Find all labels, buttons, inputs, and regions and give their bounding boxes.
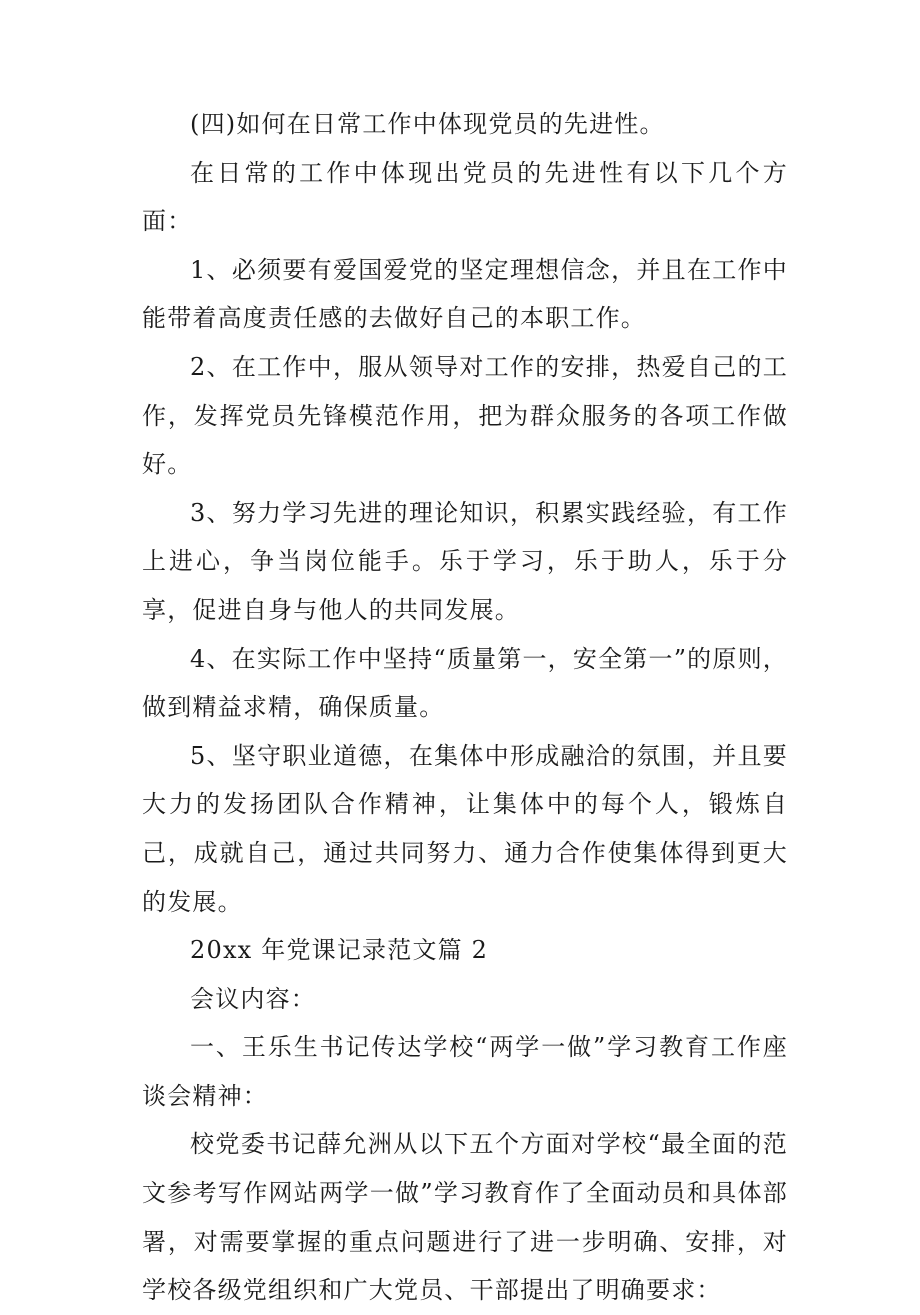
list-item-1: 1、必须要有爱国爱党的坚定理想信念，并且在工作中能带着高度责任感的去做好自己的本职工作。 — [142, 255, 788, 333]
list-item-4: 4、在实际工作中坚持“质量第一，安全第一”的原则，做到精益求精，确保质量。 — [142, 644, 788, 722]
document-body — [142, 100, 788, 1315]
section-heading-one: 一、王乐生书记传达学校“两学一做”学习教育工作座谈会精神： — [142, 1033, 788, 1110]
article-title: 20xx 年党课记录范文篇 2 — [190, 936, 489, 965]
paragraph-secretary-speech: 校党委书记薛允洲从以下五个方面对学校“最全面的范文参考写作网站两学一做”学习教育作了全面动员和具体部署，对需要掌握的重点问题进行了进一步明确、安排，对学校各级党组织和广大党员、干部提出了明确要求： — [142, 1130, 788, 1305]
section-heading-how-to-embody: (四)如何在日常工作中体现党员的先进性。 — [190, 110, 665, 138]
paragraph-intro: 在日常的工作中体现出党员的先进性有以下几个方面： — [142, 158, 788, 236]
list-item-2: 2、在工作中，服从领导对工作的安排，热爱自己的工作，发挥党员先锋模范作用，把为群众服务的各项工作做好。 — [142, 352, 788, 479]
list-item-3: 3、努力学习先进的理论知识，积累实践经验，有工作上进心，争当岗位能手。乐于学习，乐于助人，乐于分享，促进自身与他人的共同发展。 — [142, 498, 788, 624]
meeting-content-label: 会议内容： — [190, 984, 316, 1013]
list-item-5: 5、坚守职业道德，在集体中形成融洽的氛围，并且要大力的发扬团队合作精神，让集体中的每个人，锻炼自己，成就自己，通过共同努力、通力合作使集体得到更大的发展。 — [142, 741, 788, 916]
